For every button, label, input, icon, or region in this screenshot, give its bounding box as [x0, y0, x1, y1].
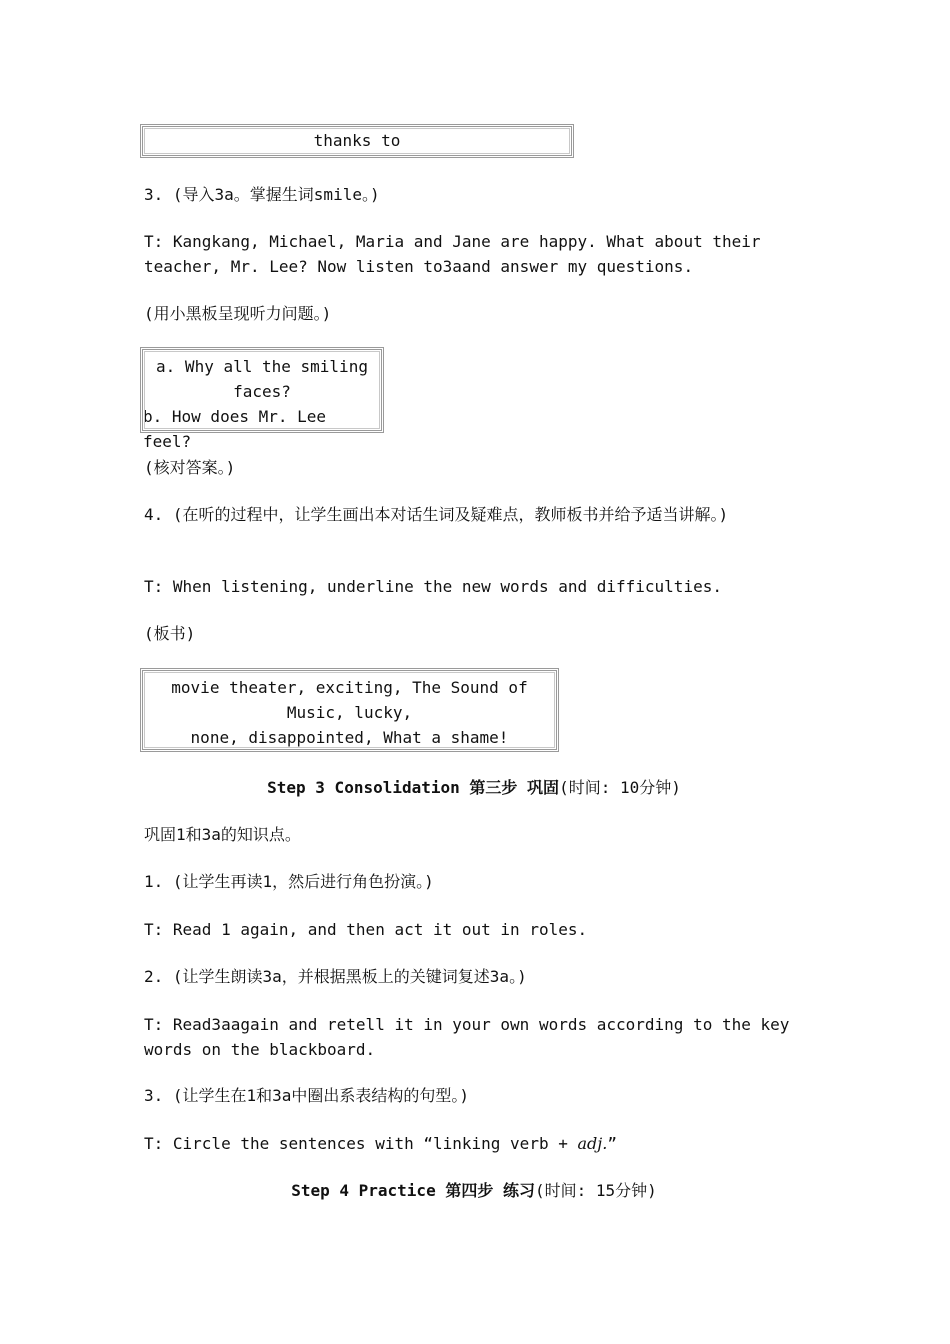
consolidation-item-2-teacher: T: Read3aagain and retell it in your own words according to the key words on the blackboard. [144, 1015, 790, 1059]
board-words-line1: movie theater, exciting, The Sound of Music, lucky, [171, 678, 528, 722]
box-board-words [140, 668, 559, 752]
box-thanks-to [140, 124, 574, 158]
step-3-heading [144, 775, 804, 800]
step-3-title: Step 3 Consolidation 第三步 巩固 [267, 778, 560, 797]
box-questions [140, 347, 384, 451]
question-a: a. Why all the smiling faces? [156, 357, 368, 401]
step-4-heading [144, 1178, 804, 1203]
teacher-line-listening: T: When listening, underline the new words and difficulties. [144, 577, 722, 596]
item-3-intro: 3. (导入3a。掌握生词smile。) [144, 185, 380, 204]
consolidation-item-1-teacher: T: Read 1 again, and then act it out in roles. [144, 920, 588, 939]
check-answers: (核对答案。) [144, 458, 236, 477]
c3-teacher-post: ” [607, 1134, 617, 1153]
item-4-intro: 4. (在听的过程中，让学生画出本对话生词及疑难点，教师板书并给予适当讲解。) [144, 505, 729, 524]
consolidation-item-3: 3. (让学生在1和3a中圈出系表结构的句型。) [144, 1086, 470, 1105]
consolidation-item-1: 1. (让学生再读1，然后进行角色扮演。) [144, 872, 434, 891]
box-text: thanks to [313, 131, 401, 150]
blackboard-note: (用小黑板呈现听力问题。) [144, 304, 332, 323]
step-4-title: Step 4 Practice 第四步 练习 [291, 1181, 535, 1200]
question-b: b. How does Mr. Lee feel? [143, 407, 327, 451]
consolidate-intro: 巩固1和3a的知识点。 [144, 825, 301, 844]
step-3-time: (时间: 10分钟) [559, 778, 681, 797]
consolidation-item-2: 2. (让学生朗读3a，并根据黑板上的关键词复述3a。) [144, 967, 527, 986]
step-4-time: (时间: 15分钟) [534, 1181, 657, 1200]
board-label: (板书) [144, 624, 196, 643]
board-words-line2: none, disappointed, What a shame! [190, 728, 509, 747]
c3-teacher-adj: adj. [577, 1134, 608, 1153]
c3-teacher-pre: T: Circle the sentences with “linking verb + [144, 1134, 578, 1153]
consolidation-item-3-teacher [144, 1131, 804, 1156]
teacher-line-kangkang: T: Kangkang, Michael, Maria and Jane are happy. What about their teacher, Mr. Lee? Now listen to3aand answer my questions. [144, 232, 761, 276]
